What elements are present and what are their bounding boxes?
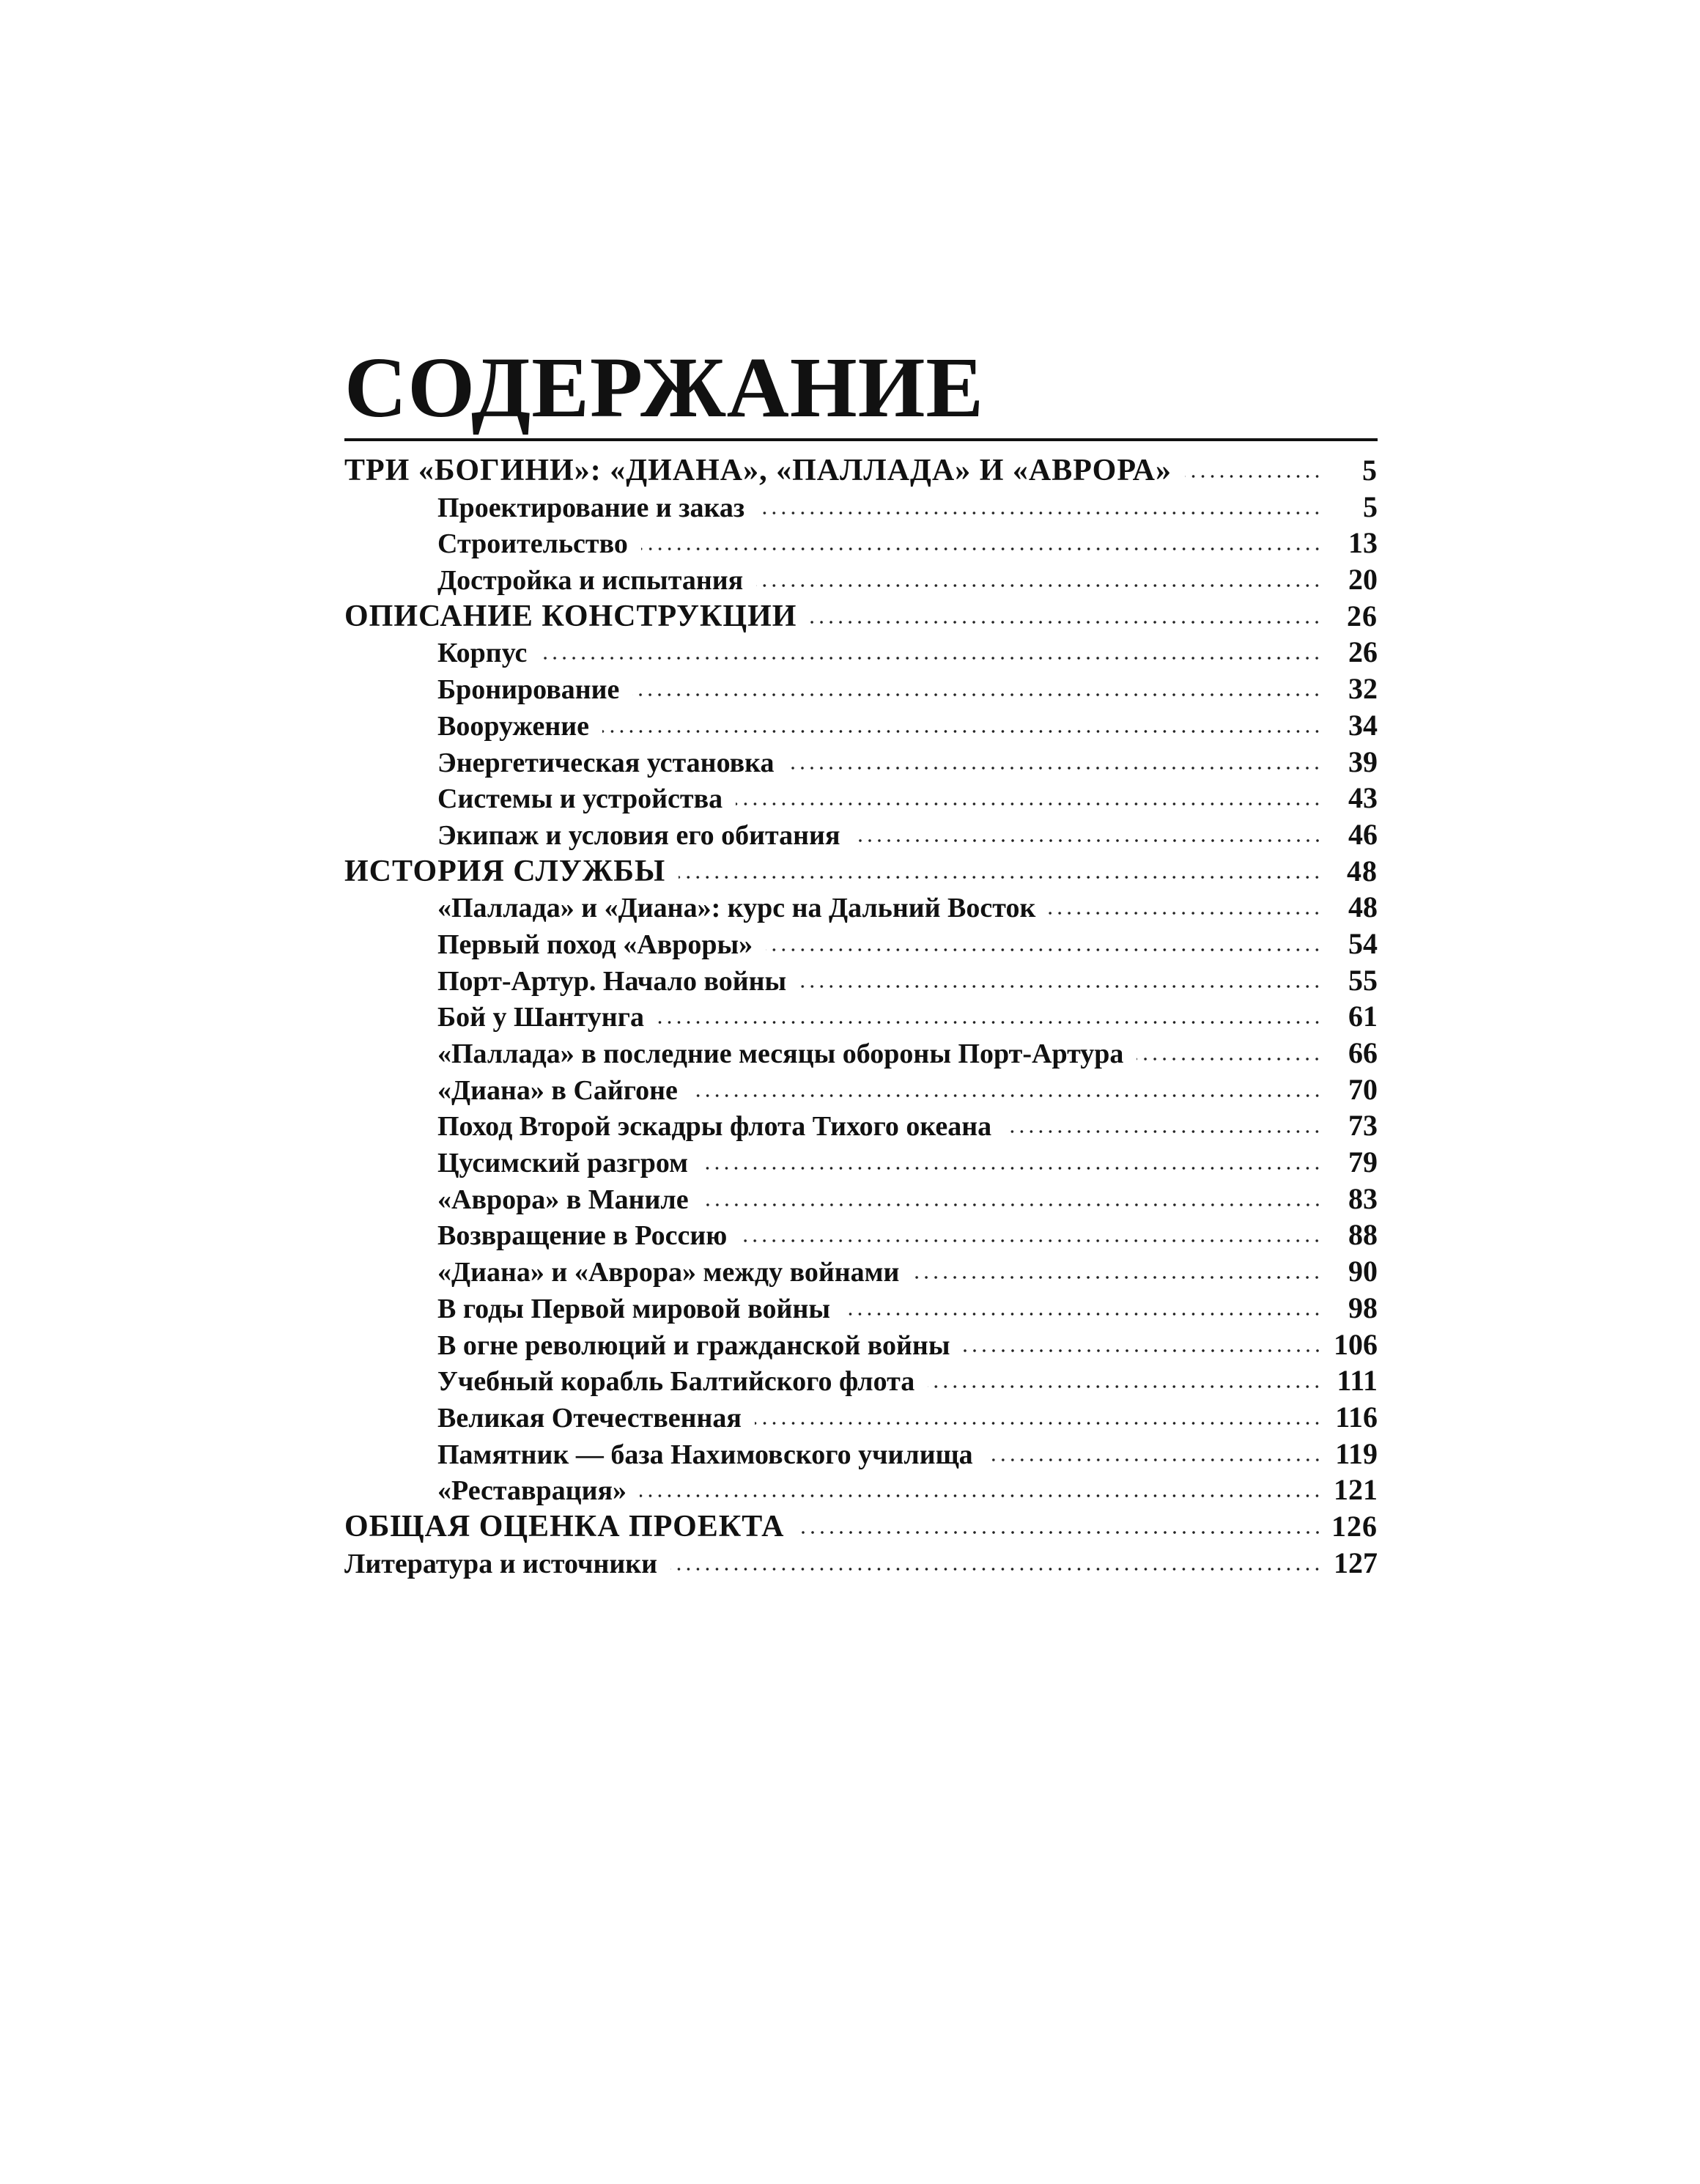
toc-entry-title: Проектирование и заказ (437, 492, 745, 523)
toc-entry[interactable] (344, 1327, 1378, 1364)
toc-page-number: 66 (1348, 1036, 1378, 1069)
toc-page-number: 5 (1363, 490, 1378, 523)
dot-leader (787, 766, 1322, 770)
toc-entry[interactable] (344, 671, 1378, 708)
toc-page-number: 106 (1334, 1327, 1378, 1361)
toc-entry-title: «Паллада» в последние месяцы обороны Порт-Артура (437, 1038, 1124, 1069)
dot-leader (758, 511, 1322, 515)
toc-page-number: 79 (1348, 1146, 1378, 1179)
toc-entry[interactable] (344, 599, 1378, 635)
toc-entry[interactable] (344, 635, 1378, 671)
dot-leader (736, 802, 1322, 806)
toc-page-number: 121 (1334, 1473, 1378, 1507)
toc-entry[interactable] (344, 1436, 1378, 1473)
toc-entry-title: «Паллада» и «Диана»: курс на Дальний Восток (437, 893, 1036, 924)
toc-entry[interactable] (344, 1509, 1378, 1546)
toc-page-number: 73 (1348, 1109, 1378, 1143)
toc-entry[interactable] (344, 525, 1378, 562)
toc-entry[interactable] (344, 708, 1378, 745)
toc-page-number: 39 (1348, 745, 1378, 778)
dot-leader (756, 583, 1322, 588)
toc-entry-title: Бронирование (437, 674, 620, 706)
toc-entry-title: ОПИСАНИЕ КОНСТРУКЦИИ (344, 599, 797, 633)
toc-entry[interactable] (344, 562, 1378, 599)
toc-entry-title: «Диана» в Сайгоне (437, 1074, 678, 1106)
toc-entry-title: Экипаж и условия его обитания (437, 819, 840, 851)
toc-page-number: 90 (1348, 1255, 1378, 1288)
toc-page-number: 32 (1348, 672, 1378, 706)
toc-page-number: 48 (1348, 890, 1378, 924)
toc-entry-title: «Диана» и «Аврора» между войнами (437, 1257, 900, 1288)
dot-leader (657, 1020, 1322, 1025)
toc-entry[interactable] (344, 1291, 1378, 1327)
dot-leader (799, 984, 1322, 989)
dot-leader (602, 729, 1322, 734)
toc-list (344, 453, 1378, 1582)
dot-leader (702, 1203, 1322, 1207)
dot-leader (679, 875, 1322, 879)
dot-leader (540, 656, 1322, 660)
toc-entry-title: «Реставрация» (437, 1475, 627, 1507)
dot-leader (928, 1384, 1322, 1389)
dot-leader (701, 1166, 1322, 1170)
toc-entry-title: ТРИ «БОГИНИ»: «ДИАНА», «ПАЛЛАДА» И «АВРОРА» (344, 454, 1172, 487)
toc-entry[interactable] (344, 1108, 1378, 1145)
page-title: СОДЕРЖАНИЕ (344, 339, 985, 435)
toc-entry-title: В годы Первой мировой войны (437, 1293, 831, 1324)
dot-leader (798, 1530, 1323, 1535)
dot-leader (670, 1567, 1322, 1571)
dot-leader (964, 1349, 1323, 1353)
toc-page-number: 20 (1348, 563, 1378, 597)
toc-entry-title: Памятник — база Нахимовского училища (437, 1439, 973, 1470)
toc-entry[interactable] (344, 1363, 1378, 1400)
toc-entry[interactable] (344, 781, 1378, 817)
toc-page-number: 13 (1348, 526, 1378, 560)
toc-entry-title: Бой у Шантунга (437, 1002, 644, 1033)
toc-entry-title: ОБЩАЯ ОЦЕНКА ПРОЕКТА (344, 1509, 785, 1543)
dot-leader (1049, 911, 1322, 915)
toc-entry[interactable] (344, 1181, 1378, 1218)
toc-page-number: 46 (1348, 817, 1378, 851)
dot-leader (691, 1093, 1322, 1098)
dot-leader (810, 620, 1322, 624)
toc-entry[interactable] (344, 854, 1378, 890)
toc-page-number: 34 (1348, 708, 1378, 742)
dot-leader (632, 693, 1322, 697)
toc-entry-title: Корпус (437, 638, 528, 669)
dot-leader (986, 1458, 1322, 1462)
toc-entry[interactable] (344, 490, 1378, 526)
toc-page-number: 54 (1348, 926, 1378, 960)
toc-entry[interactable] (344, 963, 1378, 1000)
toc-entry-title: Достройка и испытания (437, 565, 744, 597)
toc-entry-title: «Аврора» в Маниле (437, 1184, 689, 1215)
toc-entry-title: Поход Второй эскадры флота Тихого океана (437, 1111, 992, 1143)
toc-entry-title: Цусимский разгром (437, 1148, 689, 1179)
dot-leader (854, 838, 1323, 843)
dot-leader (1005, 1129, 1322, 1134)
toc-entry[interactable] (344, 1072, 1378, 1109)
toc-entry-title: Вооружение (437, 710, 590, 742)
table-of-contents (344, 339, 1378, 1582)
toc-page-number: 127 (1334, 1546, 1378, 1579)
toc-page-number: 26 (1348, 635, 1378, 669)
toc-page-number: 83 (1348, 1181, 1378, 1215)
toc-entry-title: В огне революций и гражданской войны (437, 1329, 950, 1361)
toc-entry[interactable] (344, 1145, 1378, 1181)
toc-entry-title: Первый поход «Авроры» (437, 929, 753, 960)
toc-page-number: 26 (1347, 599, 1378, 632)
dot-leader (843, 1312, 1322, 1316)
toc-page-number: 111 (1337, 1364, 1378, 1398)
dot-leader (766, 948, 1322, 952)
toc-entry[interactable] (344, 1546, 1378, 1582)
toc-entry[interactable] (344, 1254, 1378, 1291)
toc-entry-title: Учебный корабль Балтийского флота (437, 1366, 915, 1398)
toc-entry[interactable] (344, 890, 1378, 926)
toc-page-number: 55 (1348, 963, 1378, 997)
toc-entry[interactable] (344, 1217, 1378, 1254)
dot-leader (1185, 474, 1322, 479)
toc-page-number: 119 (1335, 1436, 1378, 1470)
toc-page-number: 48 (1347, 854, 1378, 888)
toc-entry-title: Строительство (437, 528, 628, 560)
toc-entry-title: Литература и источники (344, 1548, 658, 1579)
toc-page-number: 116 (1335, 1400, 1378, 1434)
toc-entry[interactable] (344, 999, 1378, 1036)
toc-entry[interactable] (344, 745, 1378, 781)
dot-leader (755, 1421, 1322, 1425)
toc-entry[interactable] (344, 926, 1378, 963)
toc-entry-title: Системы и устройства (437, 783, 723, 815)
toc-entry[interactable] (344, 453, 1378, 490)
toc-entry-title: Великая Отечественная (437, 1402, 742, 1434)
toc-page-number: 61 (1348, 1000, 1378, 1033)
toc-page-number: 126 (1331, 1509, 1378, 1543)
toc-page-number: 98 (1348, 1291, 1378, 1324)
toc-entry-title: Энергетическая установка (437, 747, 775, 778)
toc-entry[interactable] (344, 817, 1378, 854)
dot-leader (740, 1239, 1322, 1243)
title-divider (344, 438, 1378, 441)
dot-leader (1137, 1057, 1322, 1061)
dot-leader (641, 547, 1322, 551)
toc-entry-title: Возвращение в Россию (437, 1220, 728, 1252)
toc-page-number: 5 (1362, 454, 1378, 487)
toc-page-number: 70 (1348, 1072, 1378, 1106)
dot-leader (912, 1275, 1322, 1280)
toc-entry-title: ИСТОРИЯ СЛУЖБЫ (344, 854, 666, 888)
toc-entry-title: Порт-Артур. Начало войны (437, 965, 787, 997)
toc-entry[interactable] (344, 1472, 1378, 1509)
dot-leader (640, 1494, 1322, 1498)
toc-entry[interactable] (344, 1036, 1378, 1072)
toc-entry[interactable] (344, 1400, 1378, 1436)
toc-page-number: 43 (1348, 781, 1378, 815)
toc-page-number: 88 (1348, 1218, 1378, 1252)
